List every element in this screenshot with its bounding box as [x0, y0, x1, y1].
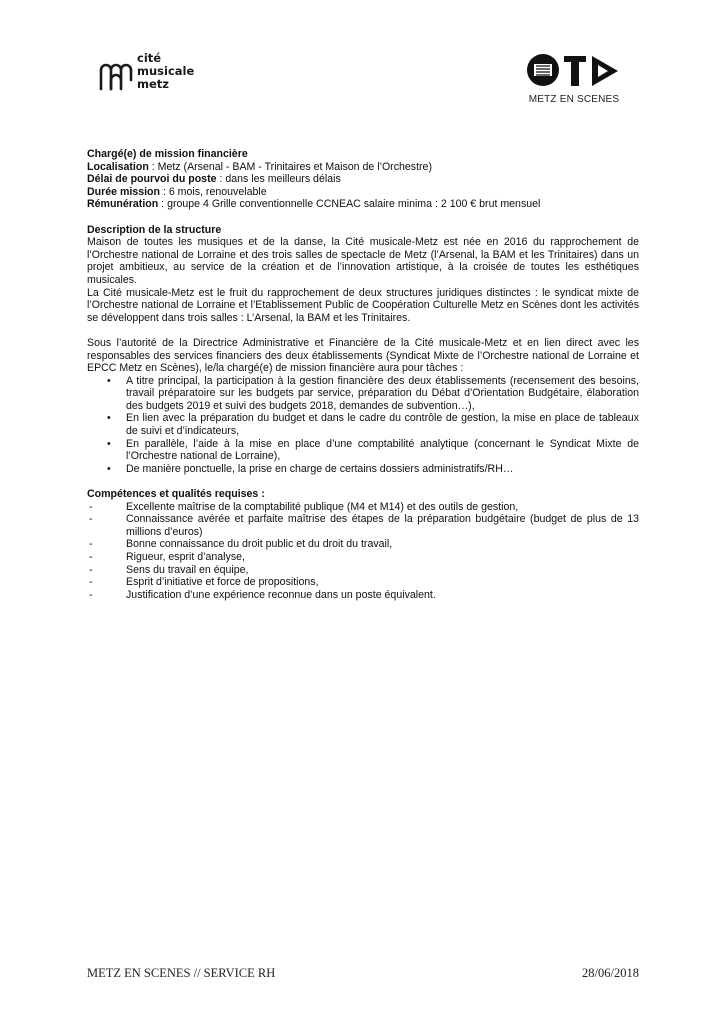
skills-list [87, 501, 639, 602]
list-item [87, 412, 639, 437]
job-field-salary [87, 198, 639, 211]
bullet-icon: • [107, 412, 111, 425]
task-text: En lien avec la préparation du budget et dans le cadre du contrôle de gestion, la mise en place de tableaux de suivi et d’indicateurs, [126, 412, 639, 438]
dash-icon: - [89, 588, 93, 601]
skill-text: Esprit d’initiative et force de propositions, [126, 576, 319, 589]
skill-text: Bonne connaissance du droit public et du droit du travail, [126, 538, 393, 551]
dash-icon: - [89, 513, 93, 526]
field-value: : Metz (Arsenal - BAM - Trinitaires et Maison de l’Orchestre) [148, 160, 432, 173]
field-value: : groupe 4 Grille conventionnelle CCNEAC salaire minima : 2 100 € brut mensuel [158, 198, 541, 211]
dash-icon: - [89, 576, 93, 589]
footer-department: METZ EN SCENES // SERVICE RH [87, 966, 276, 980]
structure-paragraph-2: La Cité musicale-Metz est le fruit du rapprochement de deux structures juridiques distinctes : le syndicat mixte de l’Orchestre national de Lorraine et l’Etablissement Public de Coopération Culturelle Metz en Scènes dont les activités se développent dans trois salles : L’Arsenal, la BAM et les Trinitaires. [87, 286, 639, 324]
job-title: Chargé(e) de mission financière [87, 148, 248, 160]
logo-line-1: cité [137, 51, 162, 65]
task-list [87, 375, 639, 476]
job-field-deadline [87, 173, 639, 186]
task-text: En parallèle, l’aide à la mise en place d’une comptabilité analytique (concernant le Syndicat Mixte de l’Orchestre national de Lorraine), [126, 437, 639, 463]
metz-en-scenes-logo [522, 52, 634, 108]
job-field-location [87, 161, 639, 174]
dash-icon: - [89, 551, 93, 563]
field-label: Délai de pourvoi du poste [87, 173, 217, 186]
job-posting [87, 148, 639, 601]
bullet-icon: • [107, 374, 111, 387]
skill-text: Rigueur, esprit d’analyse, [126, 551, 245, 563]
logo-line-2: musicale [137, 64, 195, 78]
list-item [87, 438, 639, 463]
list-item [87, 576, 639, 589]
logo-line-3: metz [137, 77, 169, 91]
field-label: Rémunération [87, 198, 159, 211]
task-text: A titre principal, la participation à la gestion financière des deux établissements (recensement des besoins, travail préparatoire sur les budgets par service, préparation du Débat d’Orientation Budgétaire, élaboration des budgets 2019 et suivi des budgets 2018, demandes de subvention…), [126, 374, 639, 412]
spacer [87, 211, 639, 224]
metz-en-scenes-caption: METZ EN SCENES [528, 94, 620, 105]
skill-text: Connaissance avérée et parfaite maîtrise des étapes de la préparation budgétaire (budget de plus de 13 millions d’euros) [126, 513, 639, 538]
cite-musicale-logo [98, 52, 238, 100]
dash-icon: - [89, 500, 93, 513]
structure-heading: Description de la structure [87, 223, 222, 236]
list-item [87, 513, 639, 538]
field-label: Localisation [87, 160, 149, 173]
cite-musicale-logo-text [137, 52, 194, 91]
skill-text: Sens du travail en équipe, [126, 563, 249, 576]
skill-text: Excellente maîtrise de la comptabilité publique (M4 et M14) et des outils de gestion, [126, 500, 519, 513]
list-item [87, 538, 639, 551]
field-value: : 6 mois, renouvelable [160, 185, 267, 198]
bullet-icon: • [107, 437, 111, 450]
list-item [87, 551, 639, 564]
skills-heading: Compétences et qualités requises : [87, 488, 265, 501]
spacer [87, 324, 639, 337]
list-item [87, 375, 639, 413]
list-item [87, 589, 639, 602]
list-item [87, 564, 639, 577]
bullet-icon: • [107, 462, 111, 475]
skill-text: Justification d’une expérience reconnue dans un poste équivalent. [126, 588, 436, 601]
task-text: De manière ponctuelle, la prise en charge de certains dossiers administratifs/RH… [126, 462, 514, 475]
job-field-duration [87, 186, 639, 199]
dash-icon: - [89, 538, 93, 551]
mission-intro: Sous l’autorité de la Directrice Administrative et Financière de la Cité musicale-Metz et en lien direct avec les responsables des services financiers des deux établissements (Syndicat Mixte de l’Orchestre national de Lorraine et EPCC Metz en Scènes), le/la chargé(e) de mission financière aura pour tâches : [87, 336, 639, 375]
list-item [87, 501, 639, 514]
metz-en-scenes-logo-mark-icon [526, 52, 626, 88]
list-item [87, 463, 639, 476]
cite-musicale-logo-mark-icon [98, 58, 134, 92]
structure-paragraph-1: Maison de toutes les musiques et de la danse, la Cité musicale-Metz est née en 2016 du rapprochement de l’Orchestre national de Lorraine et des trois salles de spectacle de Metz (l’Arsenal, la BAM et les Trinitaires) dans un projet ambitieux, au service de la création et de l’innovation artistique, à la croisée de toutes les esthétiques musicales. [87, 236, 639, 286]
footer-date: 28/06/2018 [582, 966, 639, 980]
spacer [87, 475, 639, 488]
dash-icon: - [89, 563, 93, 576]
field-value: : dans les meilleurs délais [216, 173, 341, 186]
field-label: Durée mission [87, 185, 161, 198]
